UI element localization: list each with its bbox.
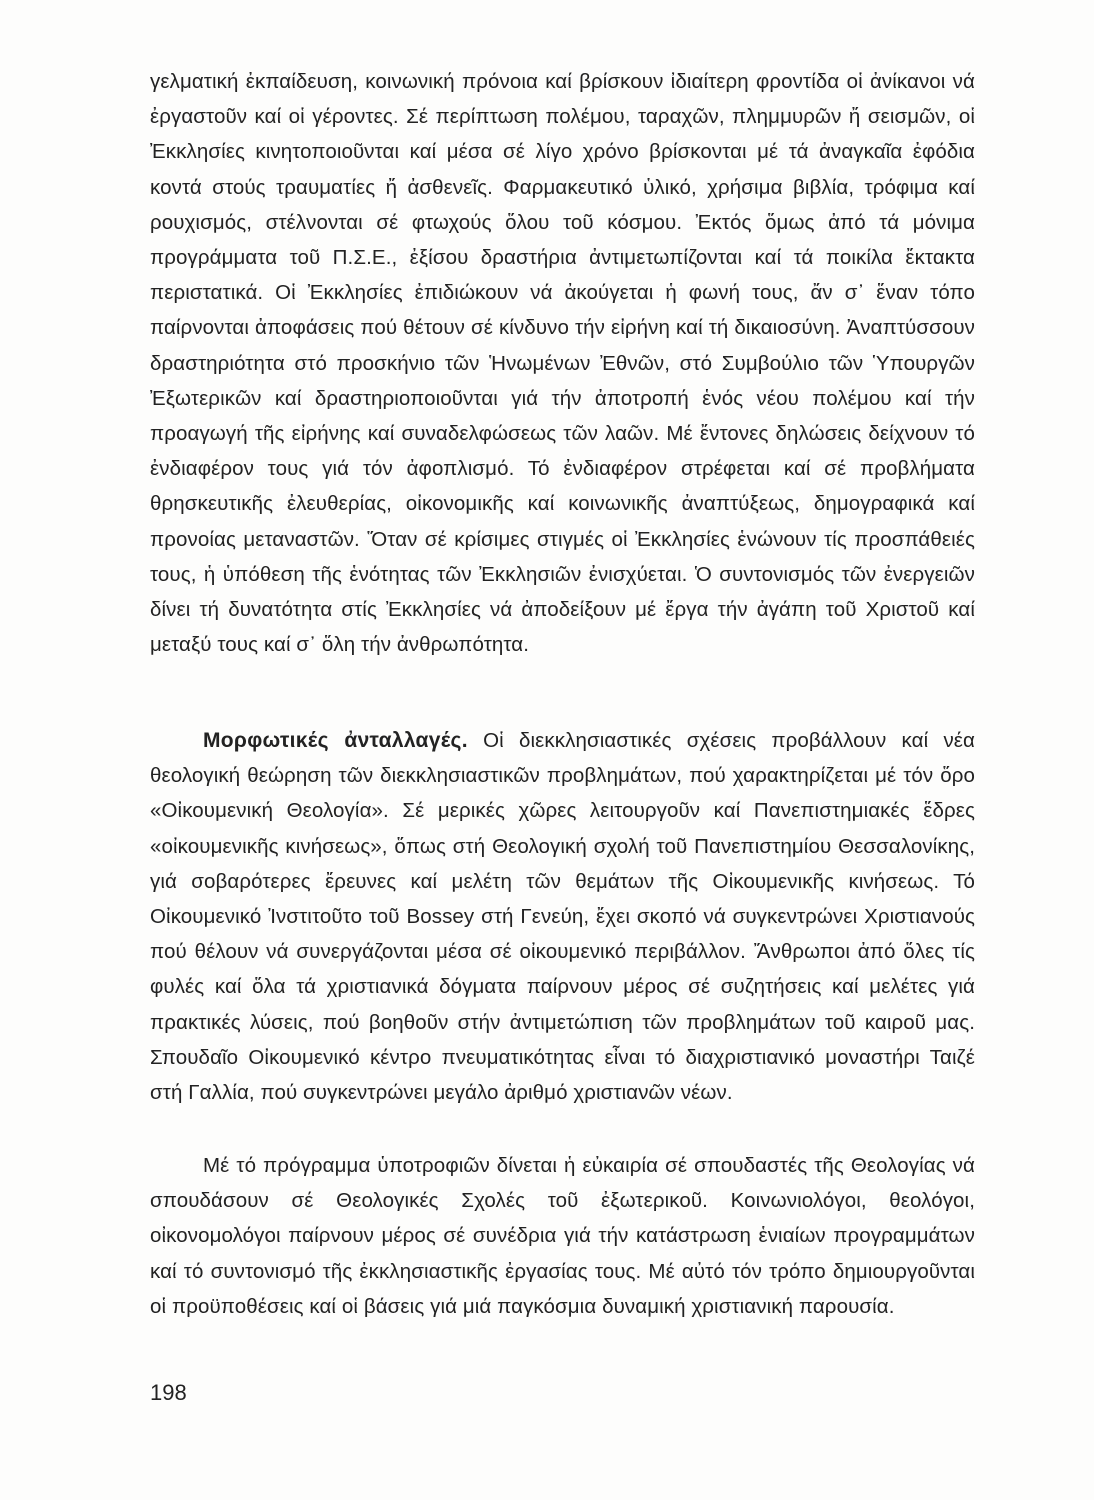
paragraph-relief-work — [150, 64, 975, 662]
paragraph-educational-exchanges — [150, 723, 975, 1110]
paragraph-text: Μέ τό πρόγραμμα ὑποτροφιῶν δίνεται ἡ εὐκαιρία σέ σπουδαστές τῆς Θεολογίας νά σπουδάσουν σέ Θεολογικές Σχολές τοῦ ἐξωτερικοῦ. Κοινωνιολόγοι, θεολόγοι, οἰκονομολόγοι παίρνουν μέρος σέ συνέδρια γιά τήν κατάστρωση ἑνιαίων προγραμμάτων καί τό συντονισμό τῆς ἐκκλησιαστικῆς ἐργασίας τους. Μέ αὐτό τόν τρόπο δημιουργοῦνται οἱ προϋποθέσεις καί οἱ βάσεις γιά μιά παγκόσμια δυναμική χριστιανική παρουσία. — [150, 1154, 975, 1318]
page-number: 198 — [150, 1380, 187, 1405]
paragraph-scholarships — [150, 1148, 975, 1324]
paragraph-text: γελματική ἐκπαίδευση, κοινωνική πρόνοια καί βρίσκουν ἰδιαίτερη φροντίδα οἱ ἀνίκανοι νά ἐργαστοῦν καί οἱ γέροντες. Σέ περίπτωση πολέμου, ταραχῶν, πλημμυρῶν ἤ σεισμῶν, οἱ Ἐκκλησίες κινητοποιοῦνται καί μέσα σέ λίγο χρόνο βρίσκονται μέ τά ἀναγκαῖα ἐφόδια κοντά στούς τραυματίες ἤ ἀσθενεῖς. Φαρμακευτικό ὑλικό, χρήσιμα βιβλία, τρόφιμα καί ρουχισμός, στέλνονται σέ φτωχούς ὅλου τοῦ κόσμου. Ἐκτός ὅμως ἀπό τά μόνιμα προγράμματα τοῦ Π.Σ.Ε., ἐξίσου δραστήρια ἀντιμετωπίζονται καί τά ποικίλα ἔκτακτα περιστατικά. Οἱ Ἐκκλησίες ἐπιδιώκουν νά ἀκούγεται ἡ φωνή τους, ἄν σ᾿ ἕναν τόπο παίρνονται ἀποφάσεις πού θέτουν σέ κίνδυνο τήν εἰρήνη καί τή δικαιοσύνη. Ἀναπτύσσουν δραστηριότητα στό προσκήνιο τῶν Ἡνωμένων Ἐθνῶν, στό Συμβούλιο τῶν Ὑπουργῶν Ἐξωτερικῶν καί δραστηριοποιοῦνται γιά τήν ἀποτροπή ἑνός νέου πολέμου καί τήν προαγωγή τῆς εἰρήνης καί συναδελφώσεως τῶν λαῶν. Μέ ἔντονες δηλώσεις δείχνουν τό ἐνδιαφέρον τους γιά τόν ἀφοπλισμό. Τό ἐνδιαφέρον στρέφεται καί σέ προβλήματα θρησκευτικῆς ἐλευθερίας, οἰκονομικῆς καί κοινωνικῆς ἀναπτύξεως, δημογραφικά καί προνοίας μεταναστῶν. Ὅταν σέ κρίσιμες στιγμές οἱ Ἐκκλησίες ἑνώνουν τίς προσπάθειές τους, ἡ ὑπόθεση τῆς ἑνότητας τῶν Ἐκκλησιῶν ἐνισχύεται. Ὁ συντονισμός τῶν ἐνεργειῶν δίνει τή δυνατότητα στίς Ἐκκλησίες νά ἀποδείξουν μέ ἔργα τήν ἀγάπη τοῦ Χριστοῦ καί μεταξύ τους καί σ᾿ ὅλη τήν ἀνθρωπότητα. — [150, 70, 975, 657]
section-heading: Μορφωτικές ἀνταλλαγές. — [203, 729, 468, 752]
paragraph-text: Οἱ διεκκλησιαστικές σχέσεις προβάλλουν καί νέα θεολογική θεώρηση τῶν διεκκλησιαστικῶν προβλημάτων, πού χαρακτηρίζεται μέ τόν ὅρο «Οἰκουμενική Θεολογία». Σέ μερικές χῶρες λειτουργοῦν καί Πανεπιστημιακές ἕδρες «οἰκουμενικῆς κινήσεως», ὅπως στή Θεολογική σχολή τοῦ Πανεπιστημίου Θεσσαλονίκης, γιά σοβαρότερες ἔρευνες καί μελέτη τῶν θεμάτων τῆς Οἰκουμενικῆς κινήσεως. Τό Οἰκουμενικό Ἰνστιτοῦτο τοῦ Bossey στή Γενεύη, ἔχει σκοπό νά συγκεντρώνει Χριστιανούς πού θέλουν νά συνεργάζονται μέσα σέ οἰκουμενικό περιβάλλον. Ἄνθρωποι ἀπό ὅλες τίς φυλές καί ὅλα τά χριστιανικά δόγματα παίρνουν μέρος σέ συζητήσεις καί μελέτες γιά πρακτικές λύσεις, πού βοηθοῦν στήν ἀντιμετώπιση τῶν προβλημάτων τοῦ καιροῦ μας. Σπουδαῖο Οἰκουμενικό κέντρο πνευματικότητας εἶναι τό διαχριστιανικό μοναστήρι Ταιζέ στή Γαλλία, πού συγκεντρώνει μεγάλο ἀριθμό χριστιανῶν νέων. — [150, 729, 975, 1105]
